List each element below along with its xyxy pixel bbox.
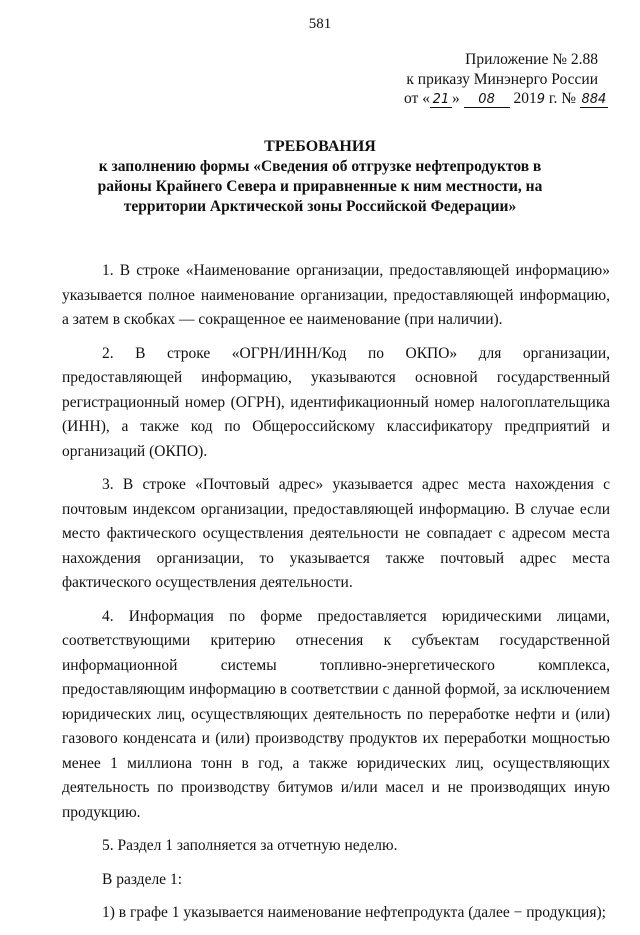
annex-title: Приложение № 2.88 [465, 51, 598, 68]
title-main: ТРЕБОВАНИЯ [264, 138, 376, 155]
page-number: 581 [308, 16, 332, 32]
date-day: 21 [430, 92, 452, 108]
date-mid: » [451, 90, 460, 107]
order-number: 884 [581, 92, 607, 107]
paragraph-4: 4. Информация по форме предоставляется юридическими лицами, соответствующими критерию отнесения к субъектам государственной информационной системы топливно-энергетического комплекса, предоставляющим информацию в соответствии с данной формой, за исключением юридических лиц, осуществляющих деятельность по переработке нефти и (или) газового конденсата и (или) производству продуктов их переработки мощностью менее 1 миллиона тонн в год, а также юридических лиц, осуществляющих деятельность по производству битумов и/или масел и не производящих иную продукцию. [62, 607, 610, 821]
section-heading: В разделе 1: [102, 870, 182, 888]
paragraph-2: 2. В строке «ОГРН/ИНН/Код по ОКПО» для организации, предоставляющей информацию, указываются основной государственный регистрационный номер (ОГРН), идентификационный номер налогоплательщика (ИНН), а также код по Общероссийскому классификатору предприятий и организаций (ОКПО). [62, 344, 610, 460]
document-body [62, 259, 610, 935]
year-prefix: 201 [513, 90, 537, 107]
date-prefix: от « [404, 90, 430, 107]
paragraph-1: 1. В строке «Наименование организации, предоставляющей информацию» указывается полное наименование организации, предоставляющей информацию, а затем в скобках — сокращенное ее наименование (при наличии). [62, 262, 610, 328]
document-title [90, 137, 550, 217]
title-subtitle: к заполнению формы «Сведения об отгрузке нефтепродуктов в районы Крайнего Севера и приравненные к ним местности, на территории Арктической зоны Российской Федерации» [97, 158, 543, 215]
list-item: 1) в графе 1 указывается наименование нефтепродукта (далее − продукция); [102, 904, 606, 921]
paragraph-3: 3. В строке «Почтовый адрес» указывается адрес места нахождения с почтовым индексом организации, предоставляющей информацию. В случае если место фактического осуществления деятельности не совпадает с адресом места нахождения организации, то указывается также почтовый адрес места фактического осуществления деятельности. [62, 476, 610, 591]
order-prefix: г. № [548, 90, 577, 107]
annex-order-ref: к приказу Минэнерго России [406, 70, 598, 88]
year-digit: 9 [536, 92, 545, 107]
paragraph-5: 5. Раздел 1 заполняется за отчетную неделю. [102, 837, 398, 854]
annex-date-line [404, 89, 614, 110]
annex-block [404, 50, 614, 110]
date-month: 08 [464, 92, 510, 108]
